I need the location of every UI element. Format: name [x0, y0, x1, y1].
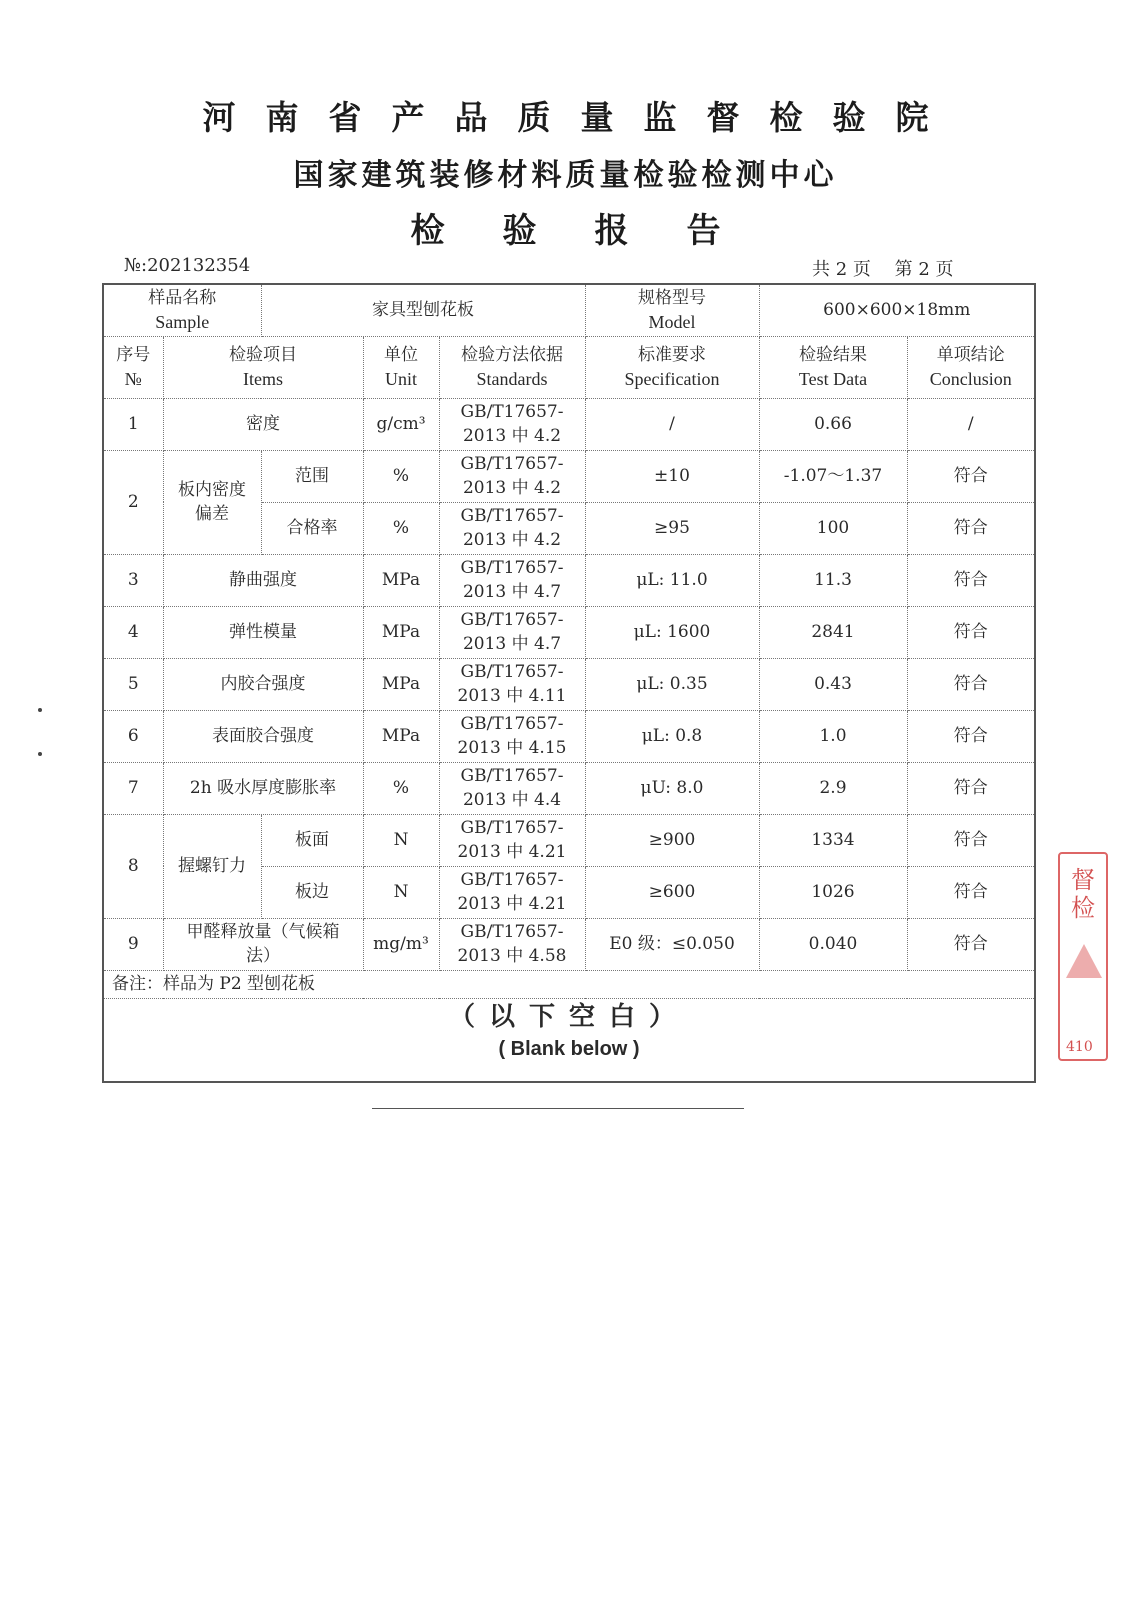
row-standard: GB/T17657- 2013 中 4.2	[439, 450, 585, 502]
table-row	[103, 398, 1035, 450]
row-no: 5	[103, 658, 163, 710]
row-item: 合格率	[261, 502, 363, 554]
row-data: -1.07～1.37	[759, 450, 907, 502]
model-label-cn: 规格型号	[638, 288, 706, 309]
model-label-en: Model	[648, 312, 696, 333]
table-row	[103, 710, 1035, 762]
row-conclusion: 符合	[907, 554, 1035, 606]
row-item: 2h 吸水厚度膨胀率	[163, 762, 363, 814]
row-standard: GB/T17657- 2013 中 4.11	[439, 658, 585, 710]
test-report-table	[102, 283, 1036, 1083]
row-conclusion: 符合	[907, 918, 1035, 970]
row-no: 8	[103, 814, 163, 918]
row-group: 板内密度 偏差	[163, 450, 261, 554]
row-standard: GB/T17657- 2013 中 4.4	[439, 762, 585, 814]
blank-row	[103, 998, 1035, 1082]
col-header-no	[103, 336, 163, 398]
margin-dot	[38, 752, 42, 756]
table-row	[103, 554, 1035, 606]
column-header-row	[103, 336, 1035, 398]
seal-emblem-icon	[1066, 944, 1102, 978]
row-item: 板边	[261, 866, 363, 918]
blank-below-cn: （以下空白）	[449, 1001, 690, 1032]
row-standard: GB/T17657- 2013 中 4.2	[439, 398, 585, 450]
total-pages: 共 2 页	[812, 259, 871, 280]
row-spec: ≥900	[585, 814, 759, 866]
col-header-cn: 检验方法依据	[461, 345, 563, 365]
col-header-cn: 检验结果	[799, 345, 867, 365]
row-standard: GB/T17657- 2013 中 4.21	[439, 814, 585, 866]
row-item: 弹性模量	[163, 606, 363, 658]
row-unit: MPa	[363, 554, 439, 606]
row-data: 2841	[759, 606, 907, 658]
institute-name: 河南省产品质量监督检验院	[202, 98, 959, 137]
row-data: 100	[759, 502, 907, 554]
row-spec: ≥95	[585, 502, 759, 554]
row-unit: MPa	[363, 710, 439, 762]
note-row	[103, 970, 1035, 998]
row-data: 2.9	[759, 762, 907, 814]
col-header-test-data	[759, 336, 907, 398]
row-spec: μL: 11.0	[585, 554, 759, 606]
row-spec: /	[585, 398, 759, 450]
row-data: 0.66	[759, 398, 907, 450]
row-item: 表面胶合强度	[163, 710, 363, 762]
end-rule	[372, 1108, 744, 1109]
row-spec: μL: 1600	[585, 606, 759, 658]
row-unit: MPa	[363, 606, 439, 658]
row-item: 范围	[261, 450, 363, 502]
row-conclusion: 符合	[907, 710, 1035, 762]
row-item: 密度	[163, 398, 363, 450]
row-conclusion: /	[907, 398, 1035, 450]
row-group: 握螺钉力	[163, 814, 261, 918]
row-conclusion: 符合	[907, 866, 1035, 918]
row-item: 内胶合强度	[163, 658, 363, 710]
col-header-specification	[585, 336, 759, 398]
col-header-cn: 序号	[116, 345, 151, 365]
col-header-en: Standards	[476, 369, 548, 389]
table-row	[103, 658, 1035, 710]
blank-cell	[103, 998, 1035, 1082]
row-spec: E0 级：≤0.050	[585, 918, 759, 970]
row-data: 1.0	[759, 710, 907, 762]
row-item: 静曲强度	[163, 554, 363, 606]
col-header-cn: 单位	[384, 345, 418, 365]
official-seal	[1058, 852, 1108, 1061]
col-header-items	[163, 336, 363, 398]
row-unit: %	[363, 450, 439, 502]
sample-value: 家具型刨花板	[261, 284, 585, 336]
row-spec: ≥600	[585, 866, 759, 918]
model-value: 600×600×18mm	[759, 284, 1035, 336]
row-item: 板面	[261, 814, 363, 866]
row-standard: GB/T17657- 2013 中 4.58	[439, 918, 585, 970]
row-spec: μL: 0.35	[585, 658, 759, 710]
center-name: 国家建筑装修材料质量检验检测中心	[293, 158, 838, 193]
row-conclusion: 符合	[907, 814, 1035, 866]
col-header-en: Items	[243, 369, 283, 389]
col-header-en: Unit	[384, 369, 417, 389]
row-spec: μU: 8.0	[585, 762, 759, 814]
margin-dot	[38, 708, 42, 712]
row-unit: %	[363, 762, 439, 814]
sample-row	[103, 284, 1035, 336]
col-header-en: Test Data	[798, 369, 868, 389]
row-no: 6	[103, 710, 163, 762]
table-row	[103, 606, 1035, 658]
row-unit: MPa	[363, 658, 439, 710]
sample-label-cell	[103, 284, 261, 336]
row-data: 1334	[759, 814, 907, 866]
seal-number: 410	[1066, 1039, 1093, 1055]
sample-label-cn: 样品名称	[148, 288, 217, 309]
sample-label-en: Sample	[155, 312, 210, 333]
row-standard: GB/T17657- 2013 中 4.15	[439, 710, 585, 762]
col-header-cn: 标准要求	[638, 345, 706, 365]
row-spec: ±10	[585, 450, 759, 502]
row-standard: GB/T17657- 2013 中 4.21	[439, 866, 585, 918]
row-standard: GB/T17657- 2013 中 4.7	[439, 554, 585, 606]
row-spec: μL: 0.8	[585, 710, 759, 762]
col-header-standards	[439, 336, 585, 398]
col-header-unit	[363, 336, 439, 398]
col-header-cn: 检验项目	[229, 345, 297, 365]
row-unit: N	[363, 814, 439, 866]
row-conclusion: 符合	[907, 658, 1035, 710]
row-conclusion: 符合	[907, 762, 1035, 814]
table-row	[103, 762, 1035, 814]
col-header-conclusion	[907, 336, 1035, 398]
row-unit: N	[363, 866, 439, 918]
seal-text: 督检	[1071, 866, 1095, 922]
col-header-en: Conclusion	[929, 369, 1012, 389]
table-row	[103, 450, 1035, 502]
row-no: 7	[103, 762, 163, 814]
row-data: 1026	[759, 866, 907, 918]
row-unit: mg/m³	[363, 918, 439, 970]
row-conclusion: 符合	[907, 606, 1035, 658]
col-header-cn: 单项结论	[936, 345, 1005, 365]
model-label-cell	[585, 284, 759, 336]
note-text: 备注：样品为 P2 型刨花板	[103, 970, 1035, 998]
report-title: 检验报告	[410, 211, 779, 251]
current-page: 第 2 页	[894, 259, 954, 280]
table-row	[103, 814, 1035, 866]
row-standard: GB/T17657- 2013 中 4.2	[439, 502, 585, 554]
row-no: 1	[103, 398, 163, 450]
col-header-en: Specification	[624, 369, 720, 389]
row-conclusion: 符合	[907, 450, 1035, 502]
row-standard: GB/T17657- 2013 中 4.7	[439, 606, 585, 658]
row-item: 甲醛释放量（气候箱 法）	[163, 918, 363, 970]
row-no: 4	[103, 606, 163, 658]
row-unit: g/cm³	[363, 398, 439, 450]
col-header-en: №	[124, 369, 142, 389]
table-row	[103, 918, 1035, 970]
blank-below-en: ( Blank below )	[498, 1037, 640, 1060]
row-no: 9	[103, 918, 163, 970]
page-indicator	[812, 255, 954, 281]
row-data: 0.43	[759, 658, 907, 710]
row-data: 0.040	[759, 918, 907, 970]
row-data: 11.3	[759, 554, 907, 606]
row-unit: %	[363, 502, 439, 554]
report-number: №:202132354	[124, 255, 251, 276]
row-no: 2	[103, 450, 163, 554]
row-conclusion: 符合	[907, 502, 1035, 554]
row-no: 3	[103, 554, 163, 606]
